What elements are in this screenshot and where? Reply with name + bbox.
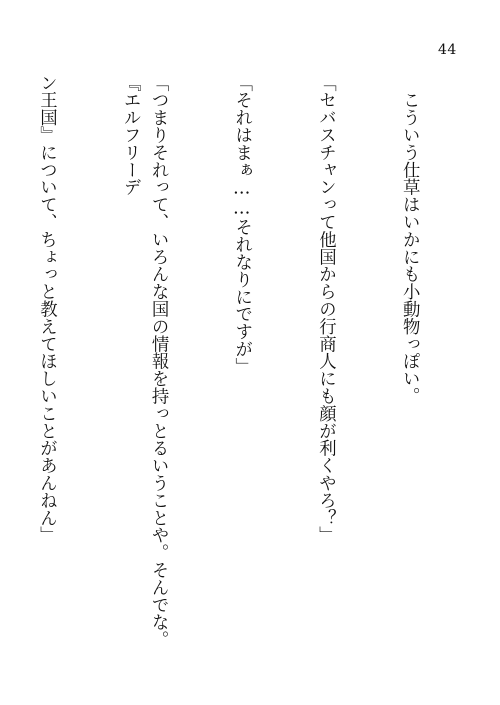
text-line: こういう仕草はいかにも小動物っぽい。	[399, 74, 420, 405]
text-line: 「つまりそれって、いろんな国の情報を持っとるいうことや。そんでな。『エルフリーデ	[120, 74, 169, 649]
body-text	[18, 74, 478, 649]
page-number: 44	[438, 42, 457, 58]
text-line: 「セバスチャンって他国からの行商人にも顔が利くやろ？」	[315, 74, 336, 544]
text-line: 「それはまぁ……それなりにですが」	[231, 74, 252, 375]
text-line: ン王国』について、ちょっと教えてほしいことがあんねん」	[36, 74, 57, 544]
